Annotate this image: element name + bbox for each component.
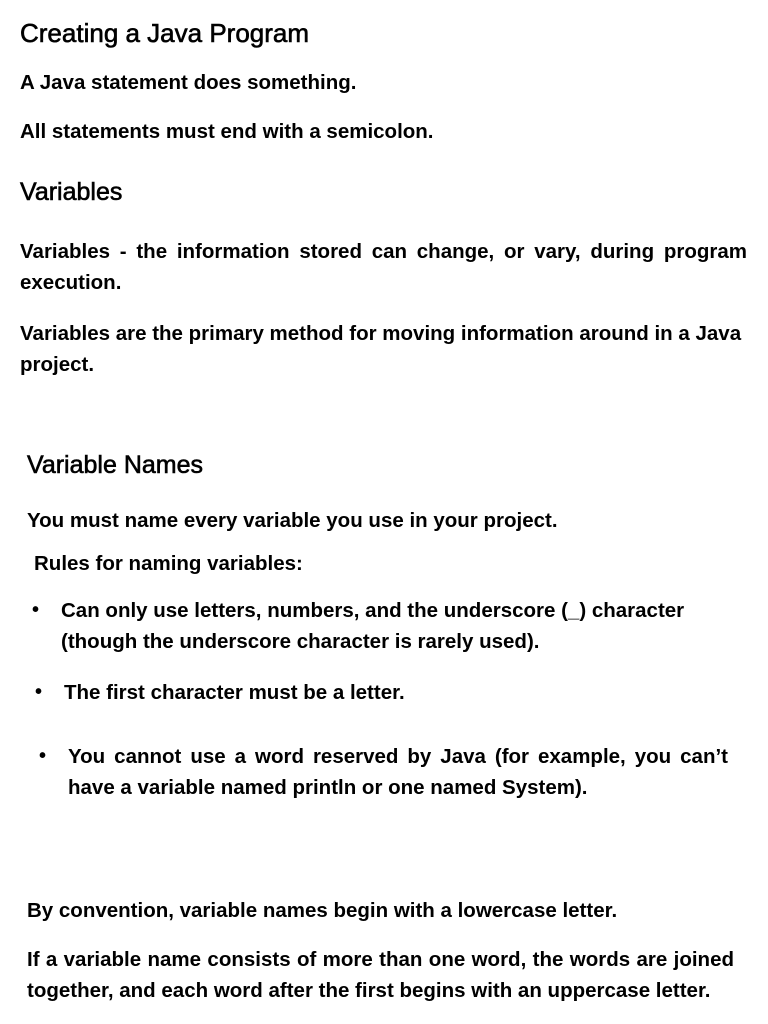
- naming-rule-item: Can only use letters, numbers, and the underscore (_) character (though the underscore character is rarely used).: [61, 599, 685, 653]
- bullet-marker: •: [32, 599, 40, 621]
- naming-rules-label: Rules for naming variables:: [34, 552, 303, 575]
- statement-definition-text: A Java statement does something.: [20, 71, 357, 94]
- bullet-marker: •: [35, 681, 43, 703]
- variables-definition-paragraph: Variables - the information stored can change, or vary, during program execution.: [20, 240, 747, 294]
- variable-names-heading: Variable Names: [27, 451, 204, 479]
- lowercase-convention-text: By convention, variable names begin with a lowercase letter.: [27, 899, 618, 922]
- variables-heading: Variables: [20, 178, 123, 206]
- semicolon-rule-text: All statements must end with a semicolon.: [20, 120, 434, 143]
- camelcase-convention-paragraph: If a variable name consists of more than one word, the words are joined together, and each word after the first begins with an uppercase letter.: [27, 948, 734, 1002]
- page-title: Creating a Java Program: [20, 18, 310, 48]
- bullet-marker: •: [39, 745, 47, 767]
- naming-requirement-text: You must name every variable you use in your project.: [27, 509, 558, 532]
- naming-rule-item: The first character must be a letter.: [64, 681, 405, 704]
- variables-purpose-paragraph: Variables are the primary method for moving information around in a Java project.: [20, 322, 742, 376]
- naming-rule-item: You cannot use a word reserved by Java (for example, you can’t have a variable named println or one named System).: [68, 745, 728, 799]
